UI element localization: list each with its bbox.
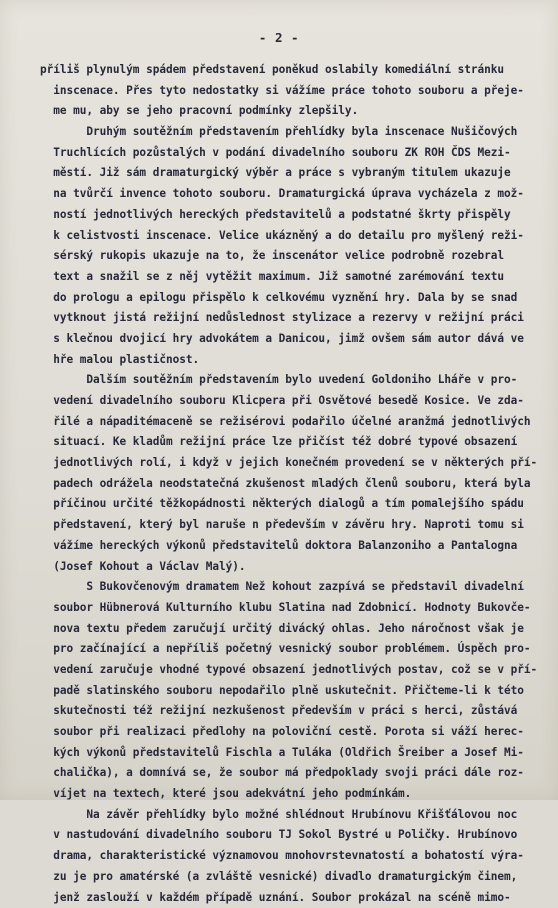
- text-body: [40, 60, 544, 908]
- text-line: vytknout jistá režijní nedůslednost stylizace a rezervy v režijní práci: [40, 308, 544, 329]
- text-line: pro začínající a nepříliš početný vesnický soubor problémem. Úspěch pro-: [40, 639, 544, 660]
- text-line: vážíme hereckých výkonů představitelů doktora Balanzoniho a Pantalogna: [40, 536, 544, 557]
- text-line: (Josef Kohout a Václav Malý).: [40, 557, 544, 578]
- text-line: Dalším soutěžním představením bylo uvedení Goldoniho Lháře v pro-: [40, 370, 544, 391]
- text-line: v nastudování divadelního souboru TJ Sokol Bystré u Poličky. Hrubínovo: [40, 825, 544, 846]
- text-line: Na závěr přehlídky bylo možné shlédnout Hrubínovu Křišťálovou noc: [40, 805, 544, 826]
- text-line: Truchlících pozůstalých v podání divadelního souboru ZK ROH ČDS Mezi-: [40, 143, 544, 164]
- text-line: příčinou určité těžkopádnosti některých dialogů a tím pomalejšího spádu: [40, 494, 544, 515]
- text-line: příliš plynulým spádem představení poněkud oslabily komediální stránku: [40, 60, 544, 81]
- text-line: k celistvosti inscenace. Velice ukázněný a do detailu pro myšlený reži-: [40, 226, 544, 247]
- text-line: inscenace. Přes tyto nedostatky si vážíme práce tohoto souboru a přeje-: [40, 81, 544, 102]
- text-line: do prologu a epilogu přispělo k celkovému vyznění hry. Dala by se snad: [40, 288, 544, 309]
- text-line: S Bukovčenovým dramatem Než kohout zazpívá se představil divadelní: [40, 577, 544, 598]
- text-line: padě slatinského souboru nepodařilo plně uskutečnit. Přičteme-li k této: [40, 681, 544, 702]
- text-line: hře malou plastičnost.: [40, 350, 544, 371]
- text-line: chalička), a domnívá se, že soubor má předpoklady svoji práci dále roz-: [40, 763, 544, 784]
- text-line: s klečnou dvojicí hry advokátem a Danicou, jimž ovšem sám autor dává ve: [40, 329, 544, 350]
- text-line: městí. Již sám dramaturgický výběr a práce s vybraným titulem ukazuje: [40, 163, 544, 184]
- text-line: zu je pro amatérské (a zvláště vesnické) divadlo dramaturgickým činem,: [40, 867, 544, 888]
- text-line: představení, který byl naruše n především v závěru hry. Naproti tomu si: [40, 515, 544, 536]
- text-line: jednotlivých rolí, i když v jejich konečném provedení se v některých pří-: [40, 453, 544, 474]
- text-line: na tvůrčí invence tohoto souboru. Dramaturgická úprava vycházela z mož-: [40, 184, 544, 205]
- text-line: nova textu předem zaručují určitý divácký ohlas. Jeho náročnost však je: [40, 619, 544, 640]
- text-line: situací. Ke kladům režijní práce lze přičíst též dobré typové obsazení: [40, 432, 544, 453]
- text-line: soubor Hübnerová Kulturního klubu Slatina nad Zdobnicí. Hodnoty Bukovče-: [40, 598, 544, 619]
- text-line: víjet na textech, které jsou adekvátní jeho podmínkám.: [40, 784, 544, 805]
- text-line: text a snažil se z něj vytěžit maximum. Již samotné zarémování textu: [40, 267, 544, 288]
- text-line: jenž zaslouží v každém případě uznání. Soubor prokázal na scéně mimo-: [40, 888, 544, 908]
- text-line: vedení zaručuje vhodné typové obsazení jednotlivých postav, což se v pří-: [40, 660, 544, 681]
- text-line: vedení divadelního souboru Klicpera při Osvětové besedě Kosice. Ve zda-: [40, 391, 544, 412]
- page-number: - 2 -: [0, 30, 558, 45]
- text-line: drama, charakteristické významovou mnohovrstevnatostí a bohatostí výra-: [40, 846, 544, 867]
- text-line: skutečnosti též režijní nezkušenost především v práci s herci, zůstává: [40, 701, 544, 722]
- text-line: kých výkonů představitelů Fischla a Tuláka (Oldřich Šreiber a Josef Mi-: [40, 743, 544, 764]
- text-line: padech odrážela neodstatečná zkušenost mladých členů souboru, která byla: [40, 474, 544, 495]
- text-line: ností jednotlivých hereckých představitelů a podstatné škrty přispěly: [40, 205, 544, 226]
- text-line: soubor při realizaci předlohy na poloviční cestě. Porota si váží herec-: [40, 722, 544, 743]
- text-line: Druhým soutěžním představením přehlídky byla inscenace Nušičových: [40, 122, 544, 143]
- text-line: řilé a nápaditémaceně se režisérovi podařilo účelné aranžmá jednotlivých: [40, 412, 544, 433]
- text-line: me mu, aby se jeho pracovní podmínky zlepšily.: [40, 101, 544, 122]
- text-line: sérský rukopis ukazuje na to, že inscenátor velice podrobně rozebral: [40, 246, 544, 267]
